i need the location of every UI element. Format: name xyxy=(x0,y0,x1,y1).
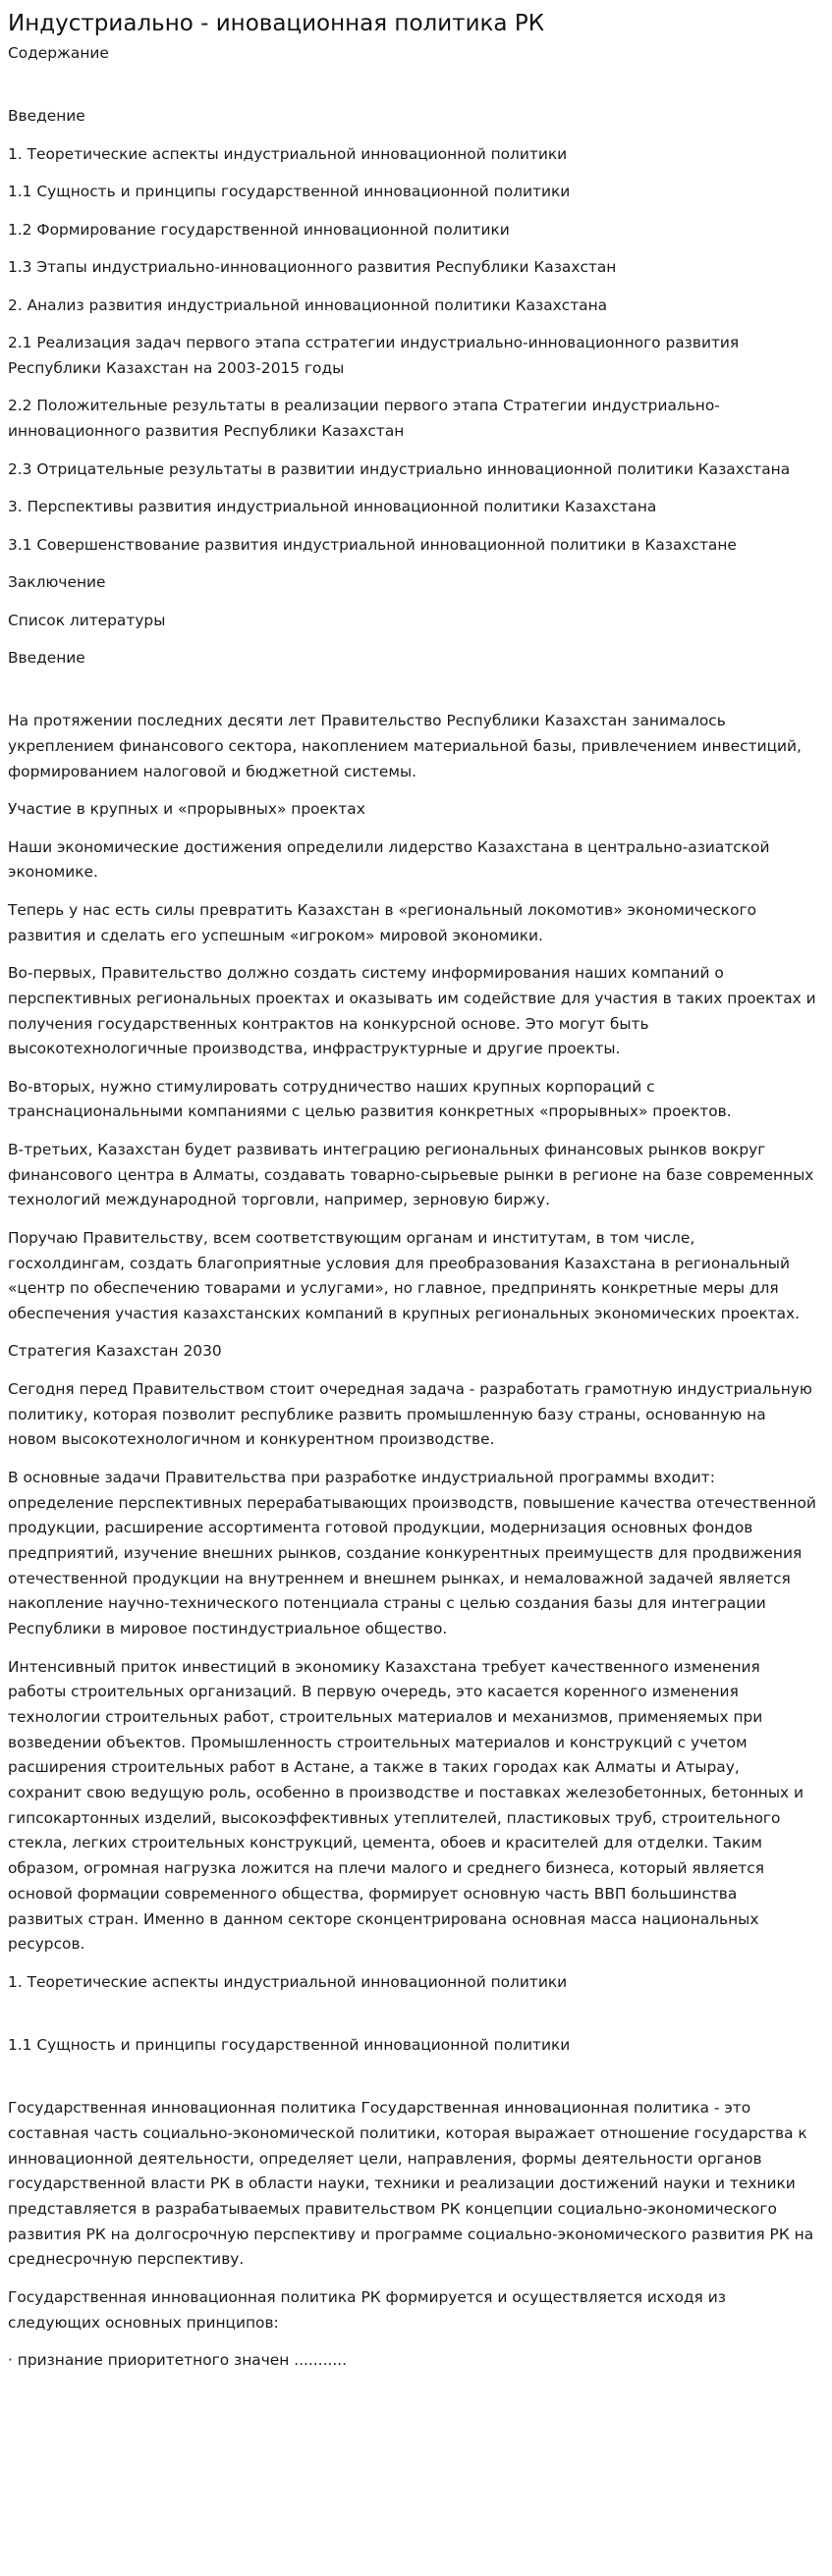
spacer xyxy=(8,80,816,105)
subsection-heading: 1.1 Сущность и принципы государственной инновационной политики xyxy=(8,2035,571,2054)
paragraph: Государственная инновационная политика РК формируется и осуществляется исходя из следующих основных принципов: xyxy=(8,2287,726,2332)
paragraph: Интенсивный приток инвестиций в экономику Казахстана требует качественного изменения работы строительных организаций. В первую очередь, это касается коренного изменения технологии строительных работ, строительных материалов и механизмов, применяемых при возведении объектов. Промышленность строительных материалов и конструкций с учетом расширения строительных работ в Астане, а также в таких городах как Алматы и Атырау, сохранит свою ведущую роль, особенно в производстве и поставках железобетонных, бетонных и гипсокартонных изделий, высокоэффективных утеплителей, пластиковых труб, строительного стекла, легких строительных конструкций, цемента, обоев и красителей для отделки. Таким образом, огромная нагрузка ложится на плечи малого и среднего бизнеса, который является основой формации современного общества, формирует основную часть ВВП большинства развитых стран. Именно в данном секторе сконцентрирована основная масса национальных ресурсов. xyxy=(8,1657,804,1954)
paragraph: Государственная инновационная политика Государственная инновационная политика - это составная часть социально-экономической политики, которая выражает отношение государства к инновационной деятельности, определяет цели, направления, формы деятельности органов государственной власти РК в области науки, техники и реализации достижений науки и техники представляется в разрабатываемых правительством РК концепции социально-экономического развития РК на долгосрочную перспективу и программе социально-экономического развития РК на среднесрочную перспективу. xyxy=(8,2099,814,2269)
paragraph: В-третьих, Казахстан будет развивать интеграцию региональных финансовых рынков вокруг финансового центра в Алматы, создавать товарно-сырьевые рынки в регионе на базе современных технологий международной торговли, например, зерновую биржу. xyxy=(8,1140,814,1209)
toc-heading: Содержание xyxy=(8,44,109,62)
spacer xyxy=(8,684,816,710)
toc-item: 2.1 Реализация задач первого этапа сстратегии индустриально-инновационного развития Республики Казахстан на 2003-2015 годы xyxy=(8,334,740,377)
paragraph: · признание приоритетного значен ........... xyxy=(8,2351,348,2370)
toc-item: 1. Теоретические аспекты индустриальной инновационной политики xyxy=(8,144,568,163)
section-1-1-body xyxy=(8,2096,816,2374)
paragraph: Во-первых, Правительство должно создать систему информирования наших компаний о перспективных региональных проектах и оказывать им содействие для участия в таких проектах и получения государственных контрактов на конкурсной основе. Это могут быть высокотехнологичные производства, инфраструктурные и другие проекты. xyxy=(8,964,816,1058)
toc-item: Введение xyxy=(8,107,85,126)
toc-item: Список литературы xyxy=(8,611,166,629)
toc-item: 2. Анализ развития индустриальной инновационной политики Казахстана xyxy=(8,295,608,314)
intro-section xyxy=(8,709,816,1958)
paragraph: Стратегия Казахстан 2030 xyxy=(8,1342,222,1361)
toc-item: 2.2 Положительные результаты в реализации первого этапа Стратегии индустриально-инновационного развития Республики Казахстан xyxy=(8,397,720,441)
paragraph: Поручаю Правительству, всем соответствующим органам и институтам, в том числе, госхолдингам, создать благоприятные условия для преобразования Казахстана в региональный «центр по обеспечению товарами и услугами», но главное, предпринять конкретные меры для обеспечения участия казахстанских компаний в крупных региональных экономических проектах. xyxy=(8,1228,801,1322)
section-heading: 1. Теоретические аспекты индустриальной инновационной политики xyxy=(8,1972,568,1991)
toc-item: 1.1 Сущность и принципы государственной инновационной политики xyxy=(8,183,571,201)
table-of-contents xyxy=(8,104,816,633)
paragraph: Во-вторых, нужно стимулировать сотрудничество наших крупных корпораций с транснациональными компаниями с целью развития конкретных «прорывных» проектов. xyxy=(8,1077,732,1121)
toc-item: 3.1 Совершенствование развития индустриальной инновационной политики в Казахстане xyxy=(8,535,737,554)
paragraph: Участие в крупных и «прорывных» проектах xyxy=(8,800,365,819)
page-title: Индустриально - иновационная политика РК xyxy=(8,11,545,36)
spacer xyxy=(8,2070,816,2096)
toc-item: 2.3 Отрицательные результаты в развитии индустриально инновационной политики Казахстана xyxy=(8,459,791,478)
intro-heading: Введение xyxy=(8,649,85,668)
spacer xyxy=(8,2008,816,2033)
toc-item: 1.2 Формирование государственной инновационной политики xyxy=(8,220,510,239)
paragraph: На протяжении последних десяти лет Правительство Республики Казахстан занималось укреплением финансового сектора, накоплением материальной базы, привлечением инвестиций, формированием налоговой и бюджетной системы. xyxy=(8,712,802,780)
paragraph: Наши экономические достижения определили лидерство Казахстана в центрально-азиатской экономике. xyxy=(8,837,770,882)
paragraph: Сегодня перед Правительством стоит очередная задача - разработать грамотную индустриальную политику, которая позволит республике развить промышленную базу страны, основанную на новом высокотехнологичном и конкурентном производстве. xyxy=(8,1379,812,1449)
paragraph: Теперь у нас есть силы превратить Казахстан в «региональный локомотив» экономического развития и сделать его успешным «игроком» мировой экономики. xyxy=(8,900,757,944)
toc-item: Заключение xyxy=(8,573,106,592)
toc-item: 3. Перспективы развития индустриальной инновационной политики Казахстана xyxy=(8,498,657,516)
paragraph: В основные задачи Правительства при разработке индустриальной программы входит: определение перспективных перерабатывающих производств, повышение качества отечественной продукции, расширение ассортимента готовой продукции, модернизация основных фондов предприятий, изучение внешних рынков, создание конкурентных преимуществ для продвижения отечественной продукции на внутреннем и внешнем рынках, и немаловажной задачей является накопление научно-технического потенциала страны с целью создания базы для интеграции Республики в мировое постиндустриальное общество. xyxy=(8,1468,816,1638)
toc-item: 1.3 Этапы индустриально-инновационного развития Республики Казахстан xyxy=(8,258,617,277)
